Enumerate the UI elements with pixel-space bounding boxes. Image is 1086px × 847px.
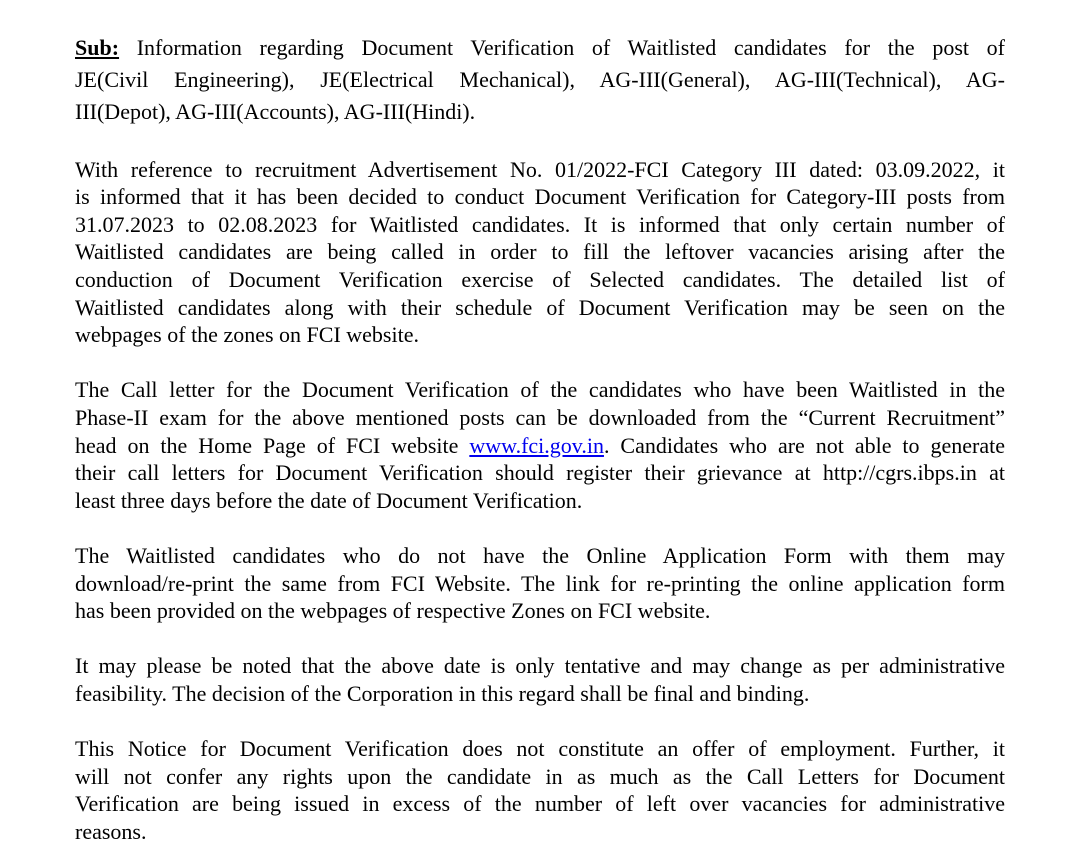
- notice-document: [75, 32, 1005, 845]
- paragraph-call-letter: [75, 376, 1005, 514]
- text-line: will not confer any rights upon the candidate in as much as the Call Letters for Document: [75, 763, 1005, 789]
- paragraph-disclaimer: [75, 735, 1005, 845]
- subject-line: III(Depot), AG-III(Accounts), AG-III(Hindi).: [75, 99, 476, 124]
- subject-paragraph: [75, 32, 1005, 128]
- text-line: Phase-II exam for the above mentioned posts can be downloaded from the “Current Recruitment”: [75, 404, 1005, 430]
- text-line: webpages of the zones on FCI website.: [75, 322, 419, 348]
- paragraph-dv-schedule: [75, 156, 1005, 349]
- text-line: The Call letter for the Document Verification of the candidates who have been Waitlisted in the: [75, 377, 1005, 403]
- text-line: is informed that it has been decided to conduct Document Verification for Category-III posts from: [75, 184, 1005, 210]
- text-line: The Waitlisted candidates who do not have the Online Application Form with them may: [75, 542, 1005, 568]
- fci-website-link[interactable]: www.fci.gov.in: [469, 432, 604, 458]
- text-line: This Notice for Document Verification does not constitute an offer of employment. Further, it: [75, 736, 1005, 762]
- text-line: Waitlisted candidates along with their schedule of Document Verification may be seen on the: [75, 294, 1005, 320]
- paragraph-tentative-date: [75, 652, 1005, 707]
- text-line: least three days before the date of Document Verification.: [75, 487, 583, 513]
- text-line: It may please be noted that the above date is only tentative and may change as per administrative: [75, 653, 1005, 679]
- text-line: 31.07.2023 to 02.08.2023 for Waitlisted candidates. It is informed that only certain number of: [75, 211, 1005, 237]
- text-line: head on the Home Page of FCI website www.fci.gov.in. Candidates who are not able to generate: [75, 432, 1005, 458]
- text-line: Waitlisted candidates are being called in order to fill the leftover vacancies arising after the: [75, 239, 1005, 265]
- text-line: conduction of Document Verification exercise of Selected candidates. The detailed list of: [75, 266, 1005, 292]
- text-line: download/re-print the same from FCI Website. The link for re-printing the online application form: [75, 570, 1005, 596]
- subject-label: Sub:: [75, 35, 120, 60]
- text-line: Verification are being issued in excess of the number of left over vacancies for administrative: [75, 791, 1005, 817]
- text-line: reasons.: [75, 818, 147, 844]
- text-line: has been provided on the webpages of respective Zones on FCI website.: [75, 598, 711, 624]
- subject-line: Sub: Information regarding Document Verification of Waitlisted candidates for the post of: [75, 35, 1005, 60]
- text-line: feasibility. The decision of the Corporation in this regard shall be final and binding.: [75, 680, 810, 706]
- text-line: their call letters for Document Verification should register their grievance at http://cgrs.ibps.in at: [75, 460, 1005, 486]
- text-line: With reference to recruitment Advertisement No. 01/2022-FCI Category III dated: 03.09.2022, it: [75, 156, 1005, 182]
- subject-line: JE(Civil Engineering), JE(Electrical Mechanical), AG-III(General), AG-III(Technical), AG-: [75, 67, 1005, 92]
- paragraph-application-form: [75, 542, 1005, 625]
